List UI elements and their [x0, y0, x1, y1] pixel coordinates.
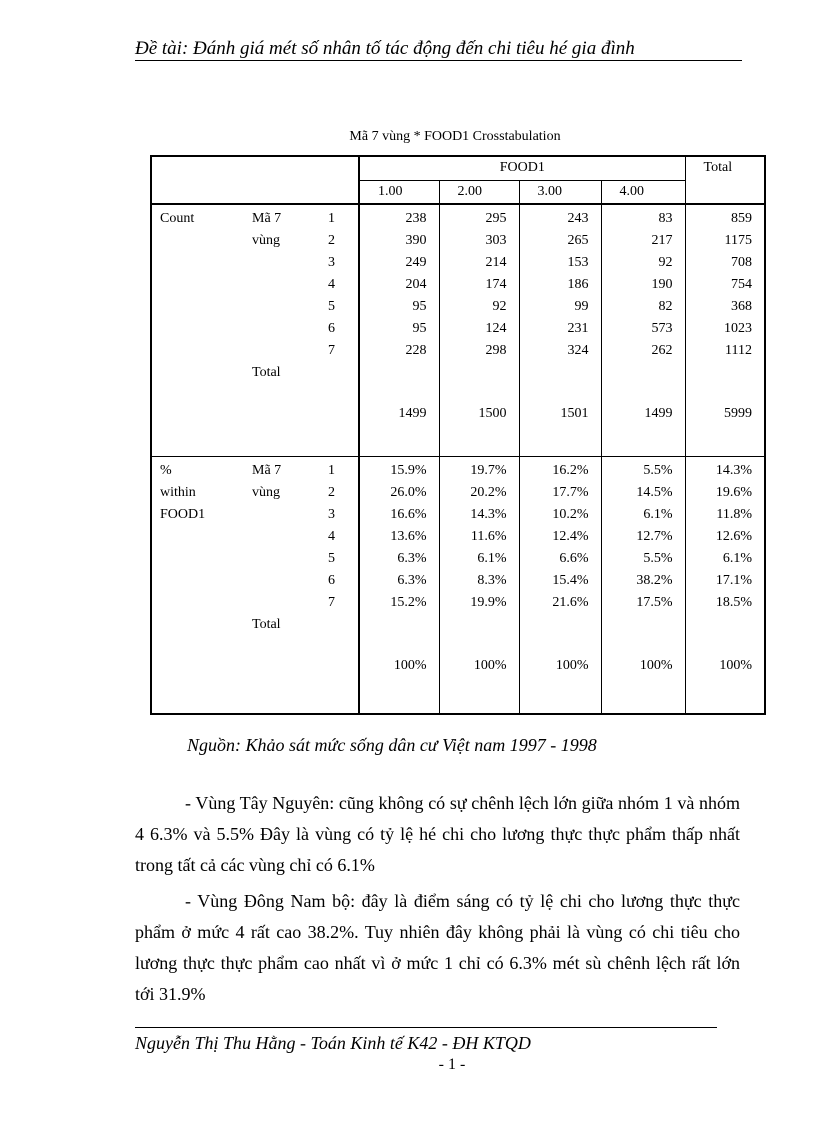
table-cell: 19.7% — [439, 457, 519, 483]
grand-total-cell: 100% — [685, 614, 765, 681]
table-cell: 204 — [359, 274, 439, 296]
region-number: 4 — [328, 276, 335, 292]
table-cell: 6.1% — [439, 548, 519, 570]
spacer-cell — [685, 681, 765, 714]
pct-block — [151, 457, 765, 715]
region-number: 6 — [328, 320, 335, 336]
block-label-line: % — [160, 463, 172, 478]
total-cell: 1175 — [685, 230, 765, 252]
total-cell: 859 — [685, 204, 765, 230]
table-cell: 15.4% — [519, 570, 601, 592]
block-label-line: FOOD1 — [160, 507, 206, 522]
spacer-cell — [318, 681, 359, 714]
region-number: 5 — [328, 551, 335, 566]
table-cell: 17.5% — [601, 592, 685, 614]
region-number: 6 — [328, 573, 335, 588]
spacer-cell — [601, 429, 685, 457]
total-row-cell: 100% — [359, 614, 439, 681]
spacer-cell — [359, 429, 439, 457]
table-cell: 8.3% — [439, 570, 519, 592]
table-cell: 186 — [519, 274, 601, 296]
table-cell: 6.3% — [359, 548, 439, 570]
col-header: 4.00 — [601, 180, 685, 204]
table-cell: 20.2% — [439, 482, 519, 504]
total-row-label: Total — [252, 364, 281, 380]
total-row-cell: 100% — [439, 614, 519, 681]
page-number: - 1 - — [438, 1056, 466, 1073]
total-row-cell: 1499 — [601, 362, 685, 429]
page-header: Đề tài: Đánh giá mét số nhân tố tác động đến chi tiêu hé gia đình — [135, 38, 635, 59]
table-cell: 5.5% — [601, 548, 685, 570]
region-number: 4 — [328, 529, 335, 544]
table-cell: 99 — [519, 296, 601, 318]
table-cell: 295 — [439, 204, 519, 230]
table-cell: 11.6% — [439, 526, 519, 548]
table-cell: 83 — [601, 204, 685, 230]
block-label — [151, 204, 248, 457]
table-cell: 298 — [439, 340, 519, 362]
total-cell: 708 — [685, 252, 765, 274]
source-note: Nguồn: Khảo sát mức sống dân cư Việt nam 1997 - 1998 — [187, 735, 597, 755]
footer-rule — [135, 1027, 717, 1028]
total-cell: 17.1% — [685, 570, 765, 592]
region-label-line: vùng — [252, 485, 280, 500]
table-cell: 153 — [519, 252, 601, 274]
paragraph-tay-nguyen — [135, 788, 740, 881]
paragraph-text: - Vùng Tây Nguyên: cũng không có sự chênh lệch lớn giữa nhóm 1 và nhóm 4 6.3% và 5.5% Đây là vùng có tỷ lệ hé chi cho lương thực thực phẩm thấp nhất trong tất cả các vùng chỉ có 6.1% — [135, 793, 740, 875]
spacer-cell — [519, 681, 601, 714]
table-cell: 6.3% — [359, 570, 439, 592]
table-cell: 6.6% — [519, 548, 601, 570]
total-row-label: Total — [252, 617, 281, 632]
total-cell: 14.3% — [685, 457, 765, 483]
total-cell: 6.1% — [685, 548, 765, 570]
spacer-cell — [359, 681, 439, 714]
spacer-cell — [439, 429, 519, 457]
col-header: 3.00 — [519, 180, 601, 204]
table-cell: 95 — [359, 318, 439, 340]
table-cell: 95 — [359, 296, 439, 318]
region-label — [248, 204, 318, 362]
block-label-line: within — [160, 485, 196, 500]
table-cell: 390 — [359, 230, 439, 252]
total-cell: 1112 — [685, 340, 765, 362]
table-cell: 5.5% — [601, 457, 685, 483]
total-cell: 368 — [685, 296, 765, 318]
region-number: 3 — [328, 507, 335, 522]
total-cell: 18.5% — [685, 592, 765, 614]
region-number: 3 — [328, 254, 335, 270]
grand-total-cell: 5999 — [685, 362, 765, 429]
region-number: 1 — [328, 210, 335, 226]
table-cell: 6.1% — [601, 504, 685, 526]
count-block — [151, 204, 765, 457]
table-cell: 16.6% — [359, 504, 439, 526]
header-rule — [135, 60, 742, 61]
total-cell: 754 — [685, 274, 765, 296]
spacer-cell — [248, 429, 318, 457]
total-cell: 19.6% — [685, 482, 765, 504]
table-cell: 10.2% — [519, 504, 601, 526]
total-cell: 12.6% — [685, 526, 765, 548]
block-label — [151, 457, 248, 715]
region-number: 2 — [328, 485, 335, 500]
table-cell: 12.7% — [601, 526, 685, 548]
table-cell: 19.9% — [439, 592, 519, 614]
table-caption: Mã 7 vùng * FOOD1 Crosstabulation — [349, 129, 561, 144]
paragraph-text: - Vùng Đông Nam bộ: đây là điểm sáng có tỷ lệ chi cho lương thực thực phẩm ở mức 4 rất cao 38.2%. Tuy nhiên đây không phải là vùng có chi tiêu cho lương thực thực phẩm cao nhất vì ở mức 1 chỉ có 6.3% mét sù chênh lệch rất lớn tới 31.9% — [135, 891, 740, 1004]
table-cell: 573 — [601, 318, 685, 340]
footer-author: Nguyễn Thị Thu Hằng - Toán Kinh tế K42 - ĐH KTQD — [135, 1033, 531, 1053]
table-cell: 238 — [359, 204, 439, 230]
table-row — [151, 204, 765, 230]
region-label-line: Mã 7 — [252, 210, 282, 226]
total-col-header: Total — [685, 156, 765, 204]
table-row — [151, 457, 765, 483]
total-cell: 11.8% — [685, 504, 765, 526]
region-label — [248, 457, 318, 615]
paragraph-dong-nam-bo — [135, 886, 740, 1010]
food1-group-header: FOOD1 — [359, 156, 685, 180]
table-cell: 262 — [601, 340, 685, 362]
region-number: 2 — [328, 232, 335, 248]
spacer-cell — [519, 429, 601, 457]
spacer-cell — [318, 362, 359, 429]
total-row-cell: 100% — [519, 614, 601, 681]
region-number: 7 — [328, 342, 335, 358]
table-cell: 243 — [519, 204, 601, 230]
total-cell: 1023 — [685, 318, 765, 340]
region-number: 1 — [318, 457, 359, 483]
total-row-cell: 1501 — [519, 362, 601, 429]
table-cell: 21.6% — [519, 592, 601, 614]
table-cell: 231 — [519, 318, 601, 340]
spacer-cell — [318, 429, 359, 457]
region-number: 7 — [328, 595, 335, 610]
table-cell: 26.0% — [359, 482, 439, 504]
table-cell: 303 — [439, 230, 519, 252]
table-cell: 124 — [439, 318, 519, 340]
spacer-cell — [601, 681, 685, 714]
table-cell: 92 — [439, 296, 519, 318]
table-cell: 15.9% — [359, 457, 439, 483]
table-cell: 13.6% — [359, 526, 439, 548]
table-cell: 17.7% — [519, 482, 601, 504]
table-cell: 214 — [439, 252, 519, 274]
spacer-cell — [318, 614, 359, 681]
col-header: 2.00 — [439, 180, 519, 204]
table-cell: 324 — [519, 340, 601, 362]
table-cell: 12.4% — [519, 526, 601, 548]
crosstab-table — [150, 155, 766, 715]
table-cell: 82 — [601, 296, 685, 318]
region-number: 5 — [328, 298, 335, 314]
table-cell: 228 — [359, 340, 439, 362]
table-cell: 14.5% — [601, 482, 685, 504]
block-label-line: Count — [160, 210, 195, 226]
spacer-cell — [248, 681, 318, 714]
table-cell: 265 — [519, 230, 601, 252]
col-header: 1.00 — [359, 180, 439, 204]
table-cell: 15.2% — [359, 592, 439, 614]
spacer-cell — [439, 681, 519, 714]
table-cell: 190 — [601, 274, 685, 296]
region-label-line: vùng — [252, 232, 280, 248]
table-cell: 217 — [601, 230, 685, 252]
table-cell: 14.3% — [439, 504, 519, 526]
table-corner — [151, 156, 359, 204]
table-cell: 174 — [439, 274, 519, 296]
table-cell: 16.2% — [519, 457, 601, 483]
spacer-cell — [685, 429, 765, 457]
total-row-cell: 100% — [601, 614, 685, 681]
total-row-cell: 1500 — [439, 362, 519, 429]
table-cell: 249 — [359, 252, 439, 274]
total-row-cell: 1499 — [359, 362, 439, 429]
table-cell: 38.2% — [601, 570, 685, 592]
table-cell: 92 — [601, 252, 685, 274]
region-label-line: Mã 7 — [252, 463, 282, 478]
